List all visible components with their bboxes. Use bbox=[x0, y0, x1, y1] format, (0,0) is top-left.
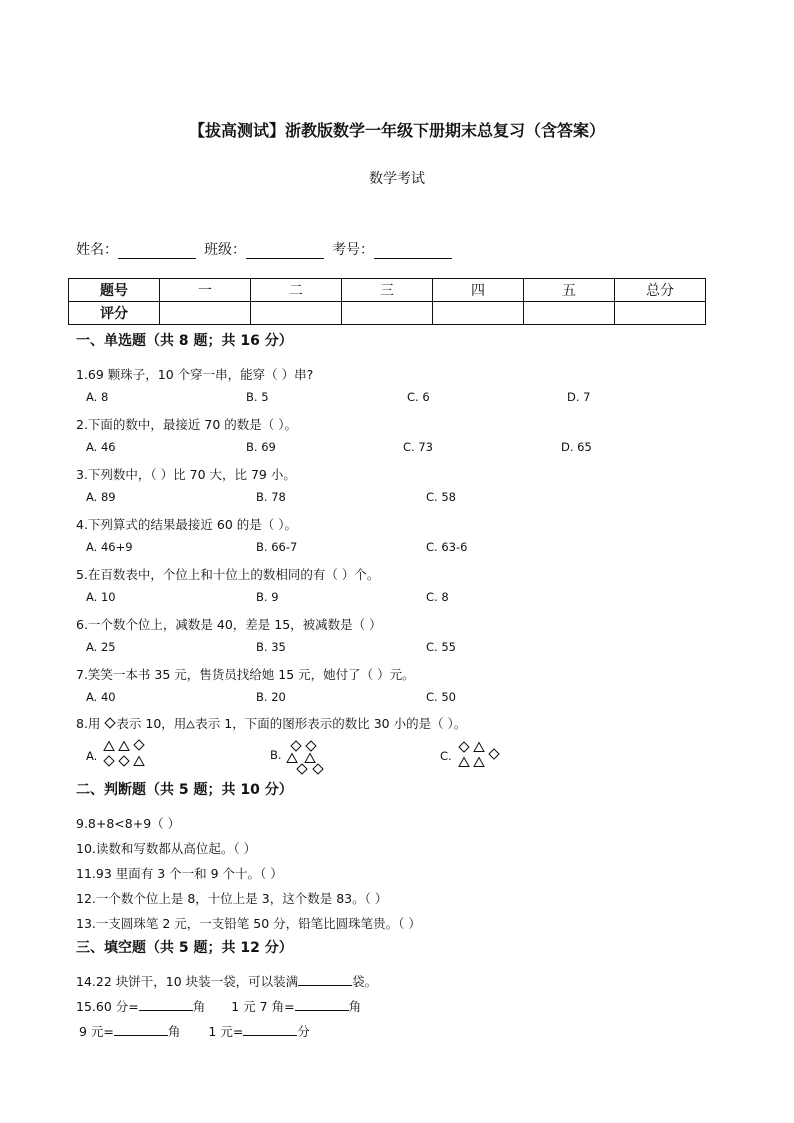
triangle-icon bbox=[133, 755, 145, 767]
diamond-icon bbox=[458, 741, 470, 753]
option-c[interactable]: C. 6 bbox=[407, 390, 430, 404]
score-table-cell: 题号 bbox=[69, 279, 160, 302]
question-text-part: 表示 10，用 bbox=[116, 716, 187, 731]
option-d[interactable]: D. 7 bbox=[567, 390, 591, 404]
question-text-part: 15.60 分= bbox=[76, 999, 139, 1014]
name-blank[interactable] bbox=[118, 243, 196, 259]
diamond-icon bbox=[312, 763, 324, 775]
question-text: 9.8+8<8+9（ ） bbox=[76, 816, 181, 831]
score-table-cell: 五 bbox=[524, 279, 615, 302]
answer-blank[interactable] bbox=[243, 1023, 297, 1036]
option-c[interactable]: C. bbox=[440, 749, 452, 763]
question-text: 12.一个数个位上是 8，十位上是 3，这个数是 83。（ ） bbox=[76, 891, 388, 906]
option-a[interactable]: A. bbox=[86, 749, 98, 763]
answer-blank[interactable] bbox=[298, 973, 352, 986]
option-c[interactable]: C. 55 bbox=[426, 640, 456, 654]
question-text bbox=[76, 972, 377, 990]
option-c[interactable]: C. 50 bbox=[426, 690, 456, 704]
triangle-icon bbox=[118, 740, 130, 752]
class-blank[interactable] bbox=[246, 243, 324, 259]
option-b[interactable]: B. 5 bbox=[246, 390, 269, 404]
diamond-icon bbox=[296, 763, 308, 775]
score-table-cell: 二 bbox=[251, 279, 342, 302]
section-heading: 一、单选题（共 8 题；共 16 分） bbox=[76, 333, 293, 349]
diamond-icon bbox=[290, 740, 302, 752]
question-text: 10.读数和写数都从高位起。（ ） bbox=[76, 841, 257, 856]
score-table bbox=[68, 278, 706, 325]
answer-blank[interactable] bbox=[139, 998, 193, 1011]
question-text-part: 袋。 bbox=[352, 974, 378, 989]
option-a[interactable]: A. 40 bbox=[86, 690, 116, 704]
question-text: 4.下列算式的结果最接近 60 的是（ ）。 bbox=[76, 517, 298, 532]
score-entry-cell[interactable] bbox=[342, 302, 433, 325]
score-table-cell: 总分 bbox=[615, 279, 706, 302]
option-a[interactable]: A. 25 bbox=[86, 640, 116, 654]
diamond-icon bbox=[103, 755, 115, 767]
triangle-icon bbox=[186, 720, 195, 729]
score-table-header-row bbox=[69, 279, 706, 302]
option-c[interactable]: C. 58 bbox=[426, 490, 456, 504]
score-entry-cell[interactable] bbox=[524, 302, 615, 325]
option-a[interactable]: A. 89 bbox=[86, 490, 116, 504]
score-entry-cell[interactable] bbox=[160, 302, 251, 325]
score-entry-cell[interactable] bbox=[251, 302, 342, 325]
question-text-part: 表示 1，下面的图形表示的数比 30 小的是（ ）。 bbox=[195, 716, 467, 731]
score-table-cell: 一 bbox=[160, 279, 251, 302]
option-b[interactable]: B. 35 bbox=[256, 640, 286, 654]
question-text-part: 1 元 7 角= bbox=[231, 999, 295, 1014]
answer-blank[interactable] bbox=[295, 998, 349, 1011]
score-table-cell: 三 bbox=[342, 279, 433, 302]
question-text bbox=[76, 997, 361, 1015]
question-text: 1.69 颗珠子，10 个穿一串，能穿（ ）串? bbox=[76, 367, 314, 382]
option-b[interactable]: B. 69 bbox=[246, 440, 276, 454]
triangle-icon bbox=[103, 740, 115, 752]
question-text: 11.93 里面有 3 个一和 9 个十。（ ） bbox=[76, 866, 283, 881]
diamond-icon bbox=[104, 717, 116, 729]
option-a[interactable]: A. 46 bbox=[86, 440, 116, 454]
option-c[interactable]: C. 8 bbox=[426, 590, 449, 604]
triangle-icon bbox=[458, 756, 470, 768]
question-text: 2.下面的数中，最接近 70 的数是（ ）。 bbox=[76, 417, 298, 432]
score-entry-cell[interactable] bbox=[615, 302, 706, 325]
section-heading: 三、填空题（共 5 题；共 12 分） bbox=[76, 940, 293, 956]
diamond-icon bbox=[305, 740, 317, 752]
score-table-cell: 四 bbox=[433, 279, 524, 302]
triangle-icon bbox=[473, 741, 485, 753]
question-text: 13.一支圆珠笔 2 元，一支铅笔 50 分，铅笔比圆珠笔贵。（ ） bbox=[76, 916, 421, 931]
student-info-row bbox=[76, 239, 460, 259]
diamond-icon bbox=[133, 739, 145, 751]
document-title: 【拔高测试】浙教版数学一年级下册期末总复习（含答案） bbox=[188, 121, 605, 140]
question-text-part: 9 元= bbox=[79, 1024, 114, 1039]
question-text: 3.下列数中，（ ）比 70 大，比 79 小。 bbox=[76, 467, 296, 482]
option-a[interactable]: A. 8 bbox=[86, 390, 109, 404]
option-a[interactable]: A. 46+9 bbox=[86, 540, 133, 554]
question-text-part: 角 bbox=[192, 999, 206, 1014]
score-table-cell: 评分 bbox=[69, 302, 160, 325]
option-c[interactable]: C. 63-6 bbox=[426, 540, 468, 554]
class-label: 班级： bbox=[204, 242, 246, 258]
option-b[interactable]: B. bbox=[270, 748, 282, 762]
number-label: 考号： bbox=[332, 242, 374, 258]
option-b[interactable]: B. 20 bbox=[256, 690, 286, 704]
question-text bbox=[79, 1022, 310, 1040]
question-text: 7.笑笑一本书 35 元，售货员找给她 15 元，她付了（ ）元。 bbox=[76, 667, 415, 682]
option-b[interactable]: B. 78 bbox=[256, 490, 286, 504]
name-label: 姓名： bbox=[76, 242, 118, 258]
question-text-part: 14.22 块饼干，10 块装一袋，可以装满 bbox=[76, 974, 299, 989]
diamond-icon bbox=[118, 755, 130, 767]
question-text: 6.一个数个位上，减数是 40，差是 15，被减数是（ ） bbox=[76, 617, 382, 632]
option-b[interactable]: B. 9 bbox=[256, 590, 279, 604]
score-entry-cell[interactable] bbox=[433, 302, 524, 325]
option-d[interactable]: D. 65 bbox=[561, 440, 592, 454]
question-text-part: 角 bbox=[348, 999, 362, 1014]
document-subtitle: 数学考试 bbox=[369, 171, 425, 187]
diamond-icon bbox=[488, 748, 500, 760]
number-blank[interactable] bbox=[374, 243, 452, 259]
option-c[interactable]: C. 73 bbox=[403, 440, 433, 454]
question-text-part: 8.用 bbox=[76, 716, 105, 731]
option-b[interactable]: B. 66-7 bbox=[256, 540, 298, 554]
question-text-part: 分 bbox=[297, 1024, 310, 1039]
question-text bbox=[76, 714, 466, 732]
score-table-score-row bbox=[69, 302, 706, 325]
answer-blank[interactable] bbox=[114, 1023, 168, 1036]
section-heading: 二、判断题（共 5 题；共 10 分） bbox=[76, 782, 293, 798]
question-text: 5.在百数表中，个位上和十位上的数相同的有（ ）个。 bbox=[76, 567, 380, 582]
option-a[interactable]: A. 10 bbox=[86, 590, 116, 604]
question-text-part: 角 bbox=[167, 1024, 181, 1039]
triangle-icon bbox=[473, 756, 485, 768]
question-text-part: 1 元= bbox=[208, 1024, 244, 1039]
